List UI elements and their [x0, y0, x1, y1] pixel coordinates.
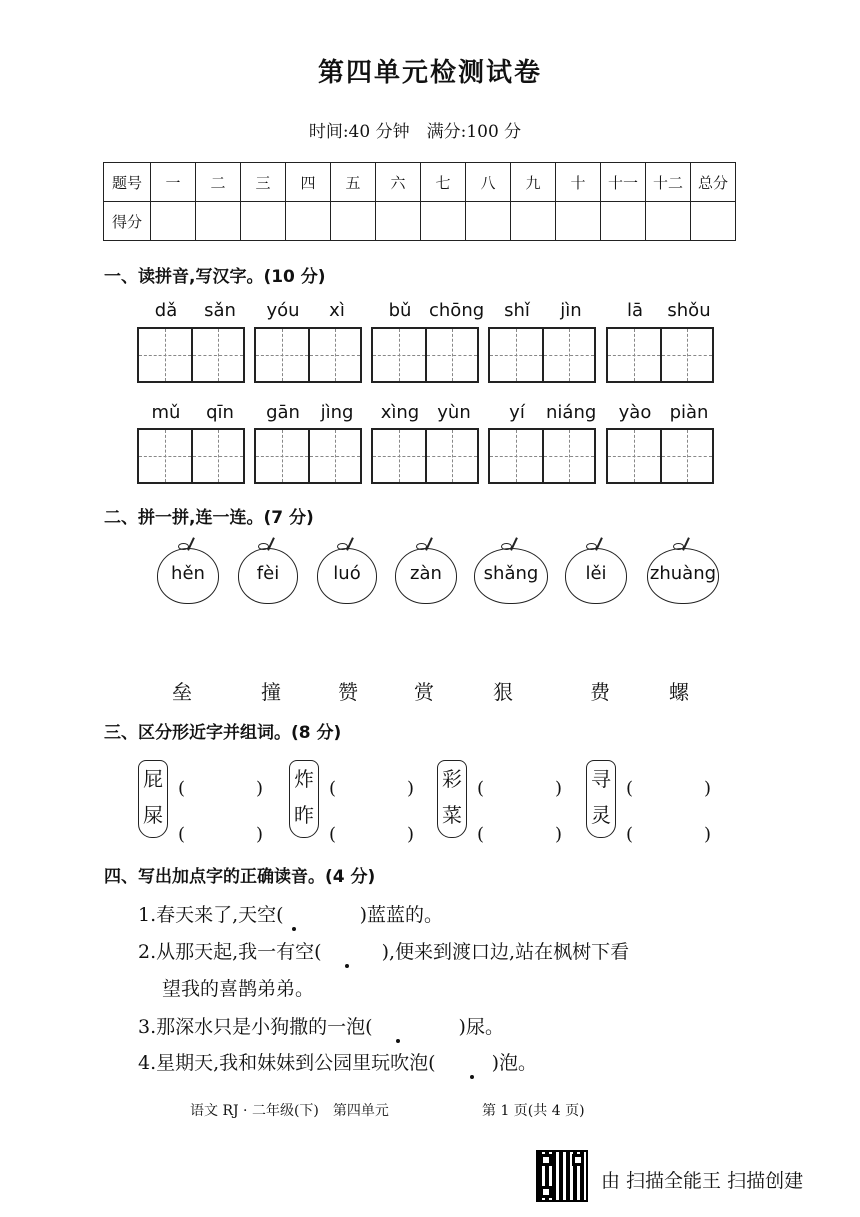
similar-character: 灵	[591, 803, 611, 827]
question-4: 4.星期天,我和妹妹到公园里玩吹泡( )泡。	[138, 1052, 538, 1074]
section1-heading: 一、读拼音,写汉字。(10 分)	[104, 267, 326, 287]
apple-pinyin-card[interactable]	[238, 548, 298, 604]
pinyin-label: jìn	[560, 300, 582, 321]
writing-grid[interactable]	[137, 428, 245, 484]
pinyin-label: chōng	[429, 300, 485, 321]
apple-pinyin-card[interactable]	[474, 548, 548, 604]
similar-character: 昨	[294, 803, 314, 827]
pinyin-label: piàn	[669, 402, 709, 423]
similar-character: 炸	[294, 767, 314, 791]
apple-leaf-icon	[337, 543, 348, 550]
pinyin-label: lā	[626, 300, 644, 321]
score-input-cell[interactable]	[196, 202, 241, 241]
pinyin-label: shǒu	[667, 300, 711, 321]
character-tag	[586, 760, 616, 838]
question-2: 2.从那天起,我一有空( ),便来到渡口边,站在枫树下看	[138, 941, 630, 963]
apple-leaf-icon	[586, 543, 597, 550]
apple-pinyin: shǎng	[483, 563, 539, 584]
pinyin-label: yùn	[437, 402, 471, 423]
apple-leaf-icon	[673, 543, 684, 550]
word-blank-close: )	[407, 824, 415, 845]
score-input-cell[interactable]	[511, 202, 556, 241]
time-score-info: 时间:40 分钟 满分:100 分	[308, 122, 522, 142]
pinyin-label: yào	[618, 402, 652, 423]
word-blank[interactable]: (	[477, 778, 485, 799]
question-3: 3.那深水只是小狗撒的一泡( )尿。	[138, 1016, 504, 1038]
pinyin-label: yí	[509, 402, 525, 423]
footer-page: 第 1 页(共 4 页)	[482, 1103, 585, 1119]
pinyin-label: niáng	[546, 402, 597, 423]
word-blank[interactable]: (	[477, 824, 485, 845]
similar-character: 寻	[591, 767, 611, 791]
score-table	[103, 162, 736, 241]
apple-pinyin-card[interactable]	[317, 548, 377, 604]
score-header-cell: 十二	[646, 163, 691, 202]
character-tag	[437, 760, 467, 838]
word-blank[interactable]: (	[178, 778, 186, 799]
score-input-cell[interactable]	[286, 202, 331, 241]
apple-pinyin: zhuàng	[649, 563, 717, 584]
score-header-cell: 十	[556, 163, 601, 202]
character-option[interactable]: 垒	[172, 680, 192, 704]
pinyin-label: dǎ	[154, 300, 178, 321]
similar-character: 菜	[442, 803, 462, 827]
character-option[interactable]: 赞	[338, 680, 358, 704]
apple-pinyin: lěi	[585, 563, 607, 584]
word-blank-close: )	[256, 778, 264, 799]
question-2-continued: 望我的喜鹊弟弟。	[162, 978, 315, 1000]
character-tag	[138, 760, 168, 838]
emphasis-dot	[292, 927, 296, 931]
score-input-cell[interactable]	[151, 202, 196, 241]
writing-grid[interactable]	[488, 327, 596, 383]
word-blank-close: )	[407, 778, 415, 799]
character-option[interactable]: 撞	[261, 680, 281, 704]
score-header-cell: 六	[376, 163, 421, 202]
emphasis-dot	[470, 1075, 474, 1079]
word-blank-close: )	[704, 778, 712, 799]
score-header-cell: 八	[466, 163, 511, 202]
word-blank[interactable]: (	[626, 778, 634, 799]
score-header-cell: 四	[286, 163, 331, 202]
score-input-cell[interactable]	[241, 202, 286, 241]
apple-pinyin-card[interactable]	[157, 548, 219, 604]
pinyin-label: xì	[329, 300, 345, 321]
writing-grid[interactable]	[371, 428, 479, 484]
writing-grid[interactable]	[254, 428, 362, 484]
pinyin-label: mǔ	[151, 402, 181, 423]
score-header-cell: 一	[151, 163, 196, 202]
score-header-cell: 七	[421, 163, 466, 202]
page-title: 第四单元检测试卷	[317, 58, 542, 88]
score-header-cell: 五	[331, 163, 376, 202]
character-option[interactable]: 赏	[414, 680, 434, 704]
score-input-cell[interactable]	[466, 202, 511, 241]
word-blank-close: )	[256, 824, 264, 845]
word-blank-close: )	[555, 824, 563, 845]
apple-pinyin: zàn	[410, 563, 442, 584]
section3-heading: 三、区分形近字并组词。(8 分)	[104, 723, 342, 743]
emphasis-dot	[345, 964, 349, 968]
question-1: 1.春天来了,天空( )蓝蓝的。	[138, 904, 444, 926]
score-label-cell: 得分	[104, 202, 151, 241]
word-blank[interactable]: (	[329, 824, 337, 845]
apple-leaf-icon	[178, 543, 189, 550]
section4-heading: 四、写出加点字的正确读音。(4 分)	[104, 867, 376, 887]
score-header-cell: 三	[241, 163, 286, 202]
word-blank[interactable]: (	[626, 824, 634, 845]
word-blank[interactable]: (	[178, 824, 186, 845]
qr-code-icon	[536, 1150, 588, 1202]
pinyin-label: jìng	[320, 402, 354, 423]
pinyin-label: bǔ	[388, 300, 412, 321]
character-option[interactable]: 狠	[493, 680, 513, 704]
score-header-cell: 二	[196, 163, 241, 202]
writing-grid[interactable]	[254, 327, 362, 383]
score-header-cell: 总分	[691, 163, 736, 202]
apple-pinyin-card[interactable]	[565, 548, 627, 604]
writing-grid[interactable]	[606, 327, 714, 383]
similar-character: 彩	[442, 767, 462, 791]
similar-character: 屎	[143, 803, 163, 827]
pinyin-label: gān	[266, 402, 300, 423]
score-header-cell: 十一	[601, 163, 646, 202]
pinyin-label: qīn	[206, 402, 234, 423]
word-blank-close: )	[555, 778, 563, 799]
footer-subject: 语文 RJ · 二年级(下) 第四单元	[190, 1103, 389, 1119]
apple-leaf-icon	[258, 543, 269, 550]
word-blank-close: )	[704, 824, 712, 845]
writing-grid[interactable]	[137, 327, 245, 383]
score-header-cell: 题号	[104, 163, 151, 202]
pinyin-label: shǐ	[504, 300, 530, 321]
writing-grid[interactable]	[371, 327, 479, 383]
apple-pinyin-card[interactable]	[395, 548, 457, 604]
score-input-cell[interactable]	[331, 202, 376, 241]
pinyin-label: xìng	[380, 402, 420, 423]
score-header-cell: 九	[511, 163, 556, 202]
section2-heading: 二、拼一拼,连一连。(7 分)	[104, 508, 314, 528]
apple-leaf-icon	[501, 543, 512, 550]
character-option[interactable]: 费	[590, 680, 610, 704]
score-input-cell[interactable]	[646, 202, 691, 241]
apple-pinyin: fèi	[256, 563, 280, 584]
score-input-cell[interactable]	[421, 202, 466, 241]
writing-grid[interactable]	[488, 428, 596, 484]
character-tag	[289, 760, 319, 838]
apple-pinyin: hěn	[171, 563, 205, 584]
score-input-cell[interactable]	[601, 202, 646, 241]
writing-grid[interactable]	[606, 428, 714, 484]
apple-pinyin-card[interactable]	[647, 548, 719, 604]
character-option[interactable]: 螺	[669, 680, 689, 704]
pinyin-label: sǎn	[204, 300, 236, 321]
apple-pinyin: luó	[333, 563, 361, 584]
score-input-cell[interactable]	[691, 202, 736, 241]
apple-leaf-icon	[416, 543, 427, 550]
score-input-cell[interactable]	[376, 202, 421, 241]
score-input-cell[interactable]	[556, 202, 601, 241]
scanner-watermark: 由 扫描全能王 扫描创建	[601, 1170, 804, 1192]
similar-character: 屁	[143, 767, 163, 791]
emphasis-dot	[396, 1039, 400, 1043]
pinyin-label: yóu	[266, 300, 300, 321]
word-blank[interactable]: (	[329, 778, 337, 799]
